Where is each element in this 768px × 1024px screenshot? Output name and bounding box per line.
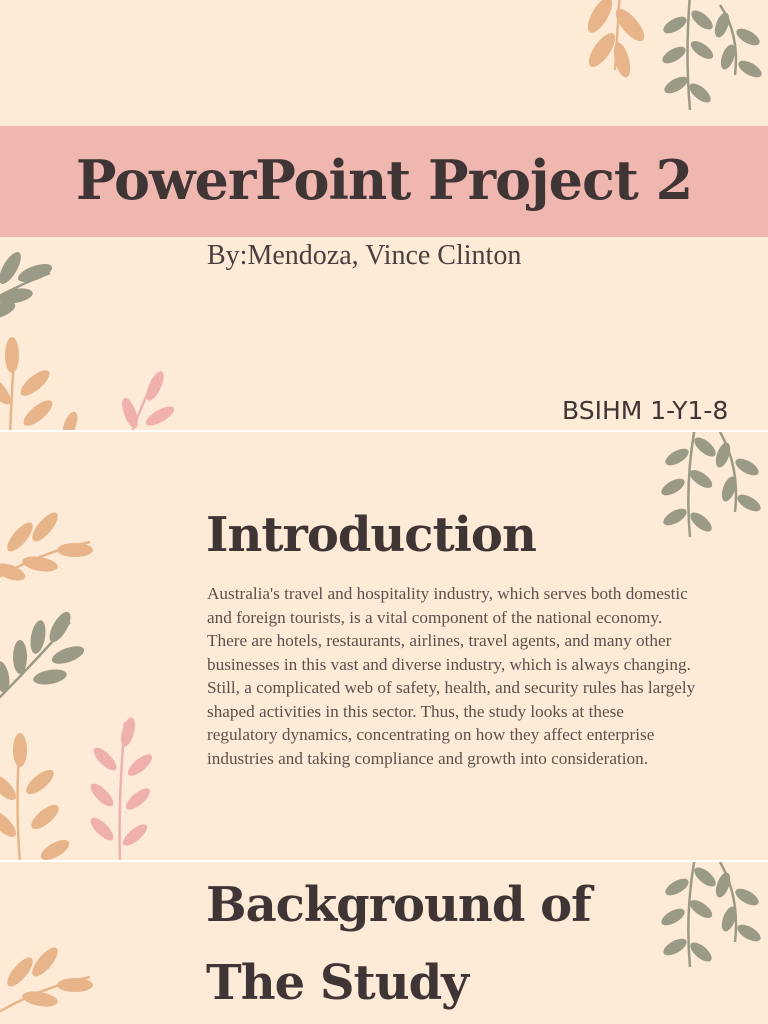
slide-background bbox=[0, 862, 768, 1024]
introduction-heading: Introduction bbox=[206, 507, 536, 563]
slide-introduction bbox=[0, 432, 768, 860]
leaf-decoration-tan bbox=[560, 0, 660, 90]
leaf-decoration-tan bbox=[0, 502, 100, 592]
leaf-decoration-sage bbox=[0, 248, 60, 328]
leaf-decoration-pink bbox=[100, 368, 180, 430]
section-code: BSIHM 1-Y1-8 bbox=[562, 396, 729, 425]
leaf-decoration-tan bbox=[0, 937, 100, 1024]
page-title: PowerPoint Project 2 bbox=[75, 148, 693, 212]
background-heading-line2: The Study bbox=[206, 955, 469, 1011]
slide-title bbox=[0, 0, 768, 430]
leaf-decoration-sage bbox=[655, 432, 765, 547]
leaf-decoration-tan bbox=[0, 335, 90, 430]
introduction-body: Australia's travel and hospitality industry, which serves both domestic and foreign tourists, is a vital component of the national economy. There are hotels, restaurants, airlines, travel agents, and many other businesses in this vast and diverse industry, which is always changing. Still, a complicated web of safety, health, and security rules has largely shaped activities in this sector. Thus, the study looks at these regulatory dynamics, concentrating on how they affect enterprise industries and taking compliance and growth into consideration. bbox=[207, 584, 696, 768]
author-line: By:Mendoza, Vince Clinton bbox=[207, 240, 522, 271]
leaf-decoration-sage bbox=[660, 0, 768, 120]
background-heading-line1: Background of bbox=[206, 877, 591, 933]
background-heading bbox=[206, 866, 706, 1022]
leaf-decoration-sage bbox=[0, 607, 90, 707]
leaf-decoration-pink bbox=[80, 717, 160, 860]
